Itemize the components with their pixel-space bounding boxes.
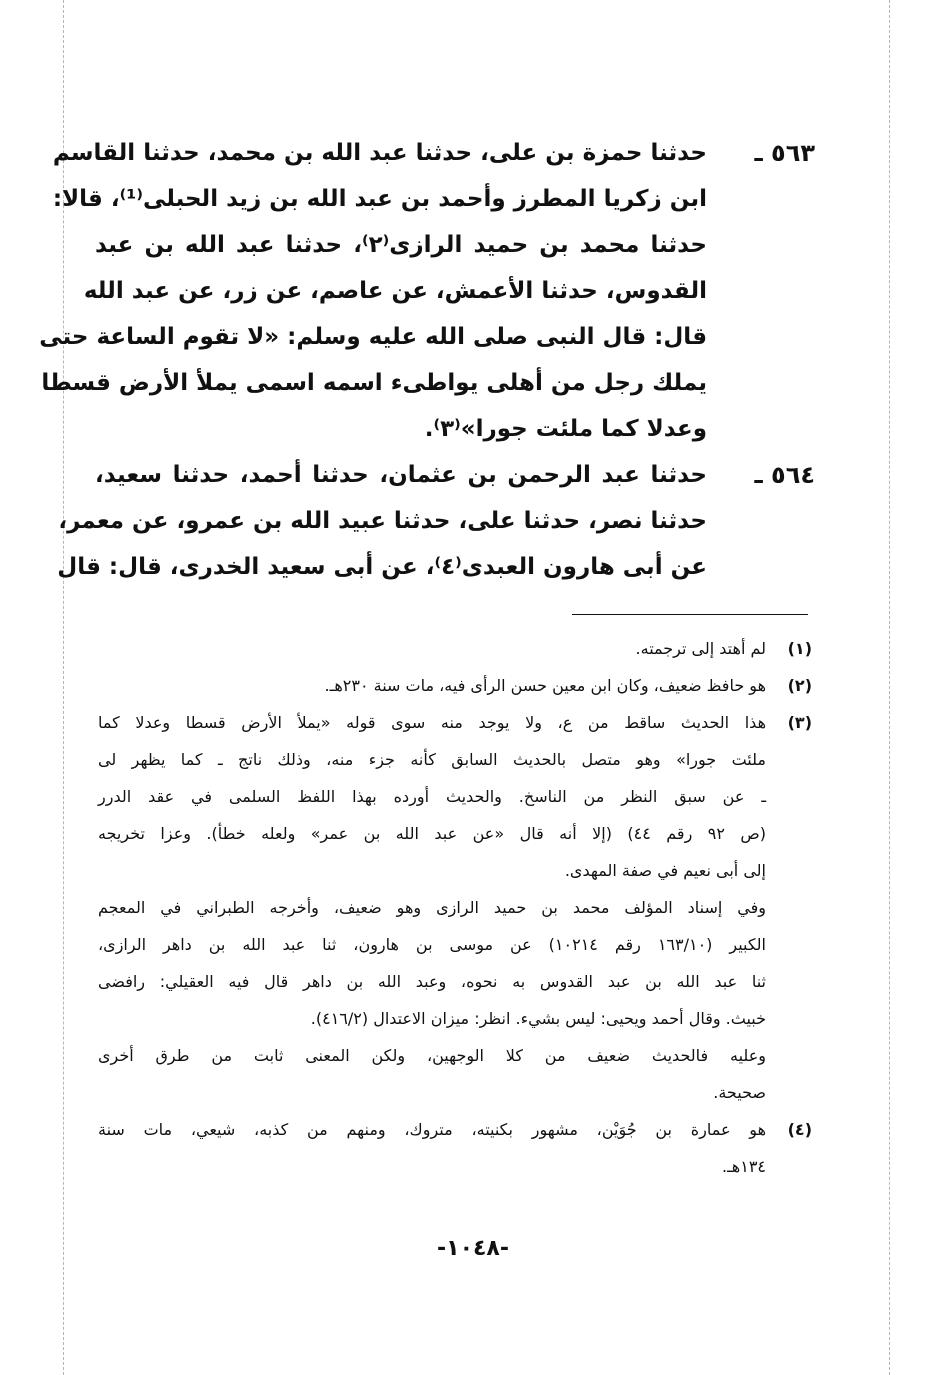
hadith-line: يملك رجل من أهلى يواطىء اسمه اسمى يملأ الأرض قسطا (41, 370, 707, 396)
footnotes (98, 630, 812, 1185)
footnote-number: (٣) (787, 713, 812, 732)
footnote-number: (٤) (787, 1120, 812, 1139)
footnote-2 (98, 667, 812, 704)
footnote-text (98, 630, 766, 667)
page-number: -١٠٤٨- (437, 1236, 509, 1261)
hadith-line: ابن زكريا المطرز وأحمد بن عبد الله بن زيد الحبلى⁽¹⁾، قالا: (52, 186, 707, 212)
footnote-line: ثنا عبد الله بن عبد القدوس به نحوه، وعبد الله بن داهر قال فيه العقيلي: رافضى (98, 972, 766, 991)
hadith-number: ٥٦٣ ـ (754, 139, 815, 167)
footnote-line: إلى أبى نعيم في صفة المهدى. (564, 861, 766, 880)
footnote-line: (ص ٩٢ رقم ٤٤) (إلا أنه قال «عن عبد الله بن عمر» ولعله خطأ). وعزا تخريجه (98, 824, 767, 843)
hadith-563 (39, 130, 815, 452)
footnote-line: وفي إسناد المؤلف محمد بن حميد الرازى وهو ضعيف، وأخرجه الطبراني في المعجم (98, 898, 766, 917)
hadith-line: وعدلا كما ملئت جورا»⁽٣⁾. (424, 416, 707, 442)
hadith-line: حدثنا نصر، حدثنا على، حدثنا عبيد الله بن عمرو، عن معمر، (58, 508, 707, 534)
hadith-564 (57, 452, 815, 590)
footnote-line: هو عمارة بن جُوَيْن، مشهور بكنيته، متروك، ومنهم من كذبه، شيعي، مات سنة (98, 1120, 766, 1139)
footnote-1 (98, 630, 812, 667)
footnote-text (98, 704, 766, 1111)
footnote-line: ـ عن سبق النظر من الناسخ. والحديث أورده بهذا اللفظ السلمى في عقد الدرر (98, 787, 766, 806)
footnote-line: هذا الحديث ساقط من ع، ولا يوجد منه سوى قوله «يملأ الأرض قسطا وعدلا كما (98, 713, 766, 732)
footnote-line: لم أهتد إلى ترجمته. (635, 639, 766, 658)
footnote-line: خبيث. وقال أحمد ويحيى: ليس بشيء. انظر: ميزان الاعتدال (٤١٦/٢). (310, 1009, 766, 1028)
footnote-line: هو حافظ ضعيف، وكان ابن معين حسن الرأى فيه، مات سنة ٢٣٠هـ. (324, 676, 766, 695)
footnote-3 (98, 704, 812, 1111)
hadith-number: ٥٦٤ ـ (754, 461, 815, 489)
footnote-line: ملئت جورا» وهو متصل بالحديث السابق كأنه جزء منه، وذلك ناتج ـ كما يظهر لى (98, 750, 766, 769)
footnote-line: ١٣٤هـ. (722, 1157, 766, 1176)
footnote-line: صحيحة. (713, 1083, 766, 1102)
footnote-line: وعليه فالحديث ضعيف من كلا الوجهين، ولكن المعنى ثابت من طرق أخرى (98, 1046, 766, 1065)
footnote-text (98, 1111, 766, 1185)
hadith-line: حدثنا محمد بن حميد الرازى⁽٢⁾، حدثنا عبد الله بن عبد (95, 232, 707, 258)
footnote-line: الكبير (١٦٣/١٠ رقم ١٠٢١٤) عن موسى بن هارون، ثنا عبد الله بن داهر الرازى، (98, 935, 766, 954)
hadith-text (57, 452, 707, 590)
right-margin-dotted-line (889, 0, 890, 1375)
hadith-text (39, 130, 707, 452)
hadith-line: القدوس، حدثنا الأعمش، عن عاصم، عن زر، عن عبد الله (83, 278, 707, 304)
hadith-section (39, 130, 815, 590)
footnote-number: (١) (787, 639, 812, 658)
footnote-separator (572, 614, 808, 615)
footnote-text (98, 667, 766, 704)
footnote-4 (98, 1111, 812, 1185)
hadith-line: حدثنا حمزة بن على، حدثنا عبد الله بن محمد، حدثنا القاسم (52, 140, 707, 166)
hadith-line: حدثنا عبد الرحمن بن عثمان، حدثنا أحمد، حدثنا سعيد، (95, 462, 707, 488)
hadith-line: قال: قال النبى صلى الله عليه وسلم: «لا تقوم الساعة حتى (39, 324, 707, 350)
hadith-line: عن أبى هارون العبدى⁽٤⁾، عن أبى سعيد الخدرى، قال: قال (57, 554, 707, 580)
footnote-number: (٢) (787, 676, 812, 695)
